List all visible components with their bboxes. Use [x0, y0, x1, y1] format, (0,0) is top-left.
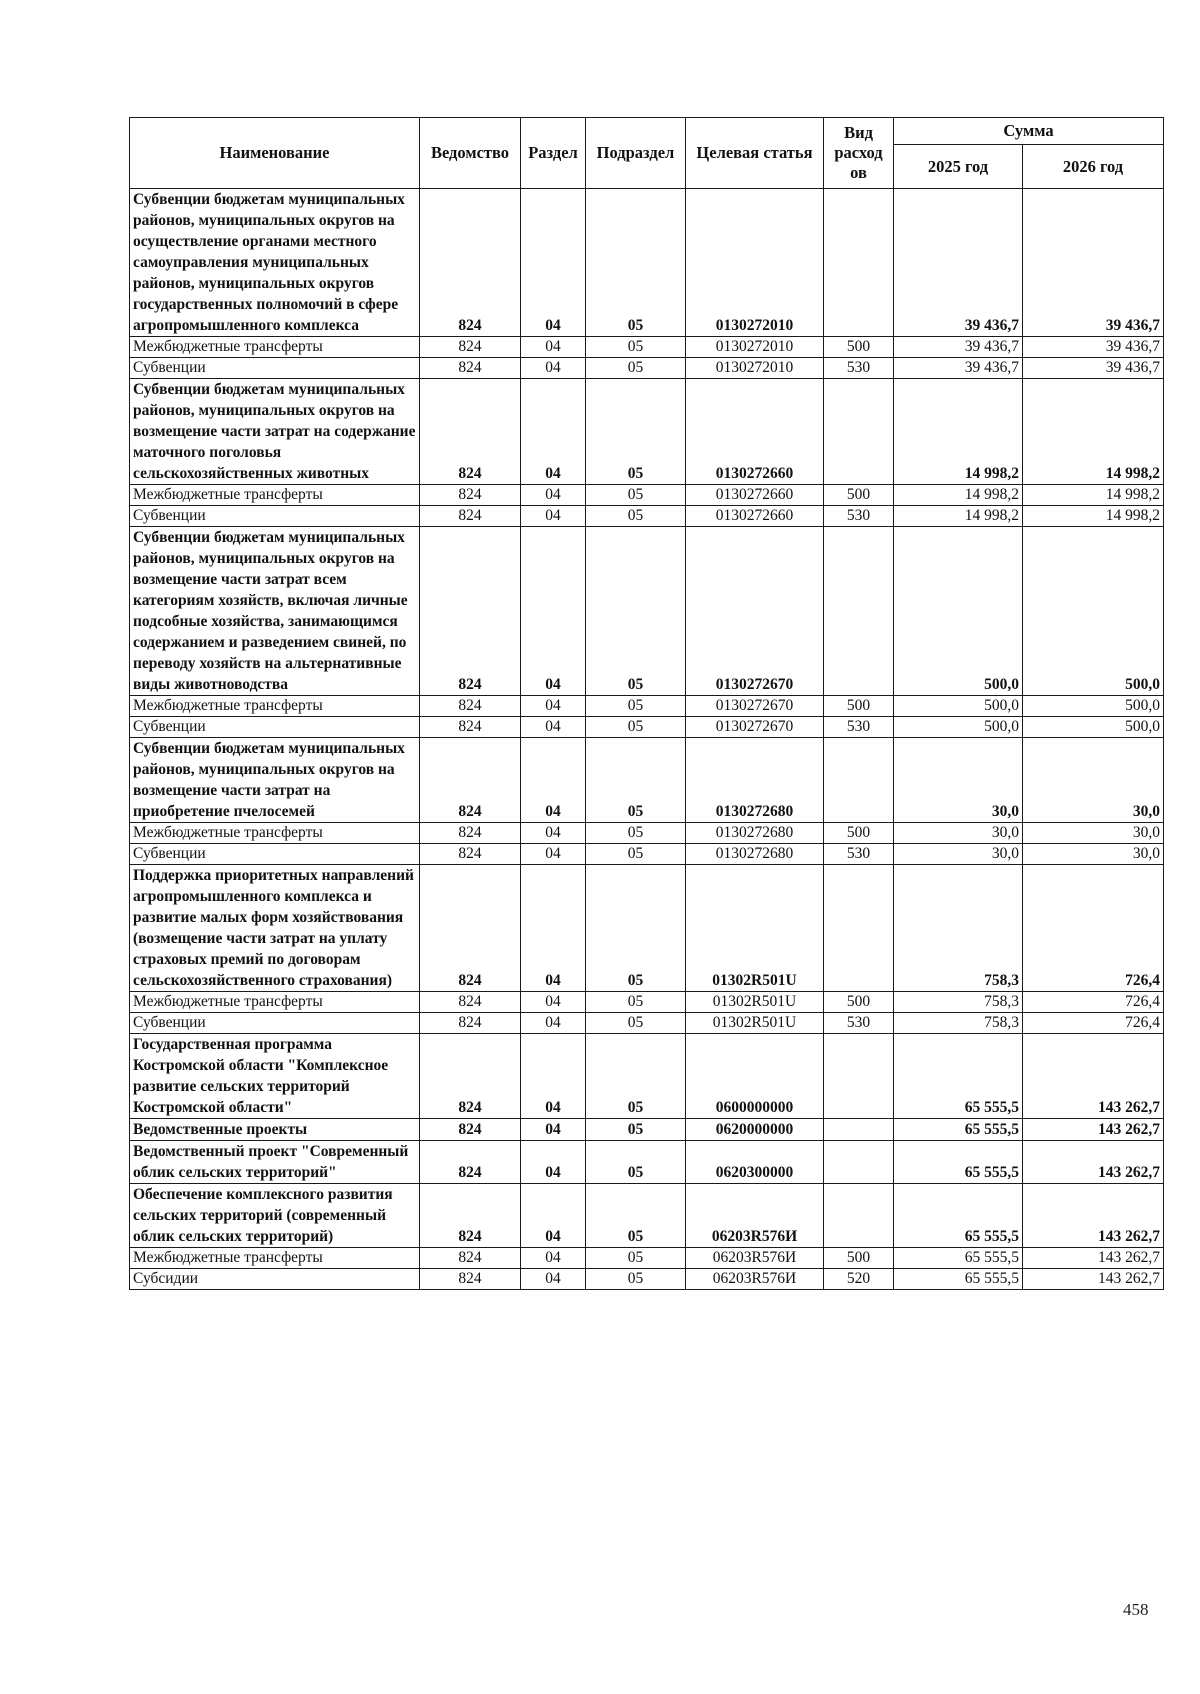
row-sum-2026: 143 262,7 — [1023, 1141, 1164, 1184]
row-section: 04 — [521, 823, 586, 844]
row-sum-2026: 30,0 — [1023, 844, 1164, 865]
header-target-article: Целевая статья — [686, 118, 824, 189]
row-subsection: 05 — [586, 189, 686, 337]
row-name: Межбюджетные трансферты — [130, 337, 420, 358]
header-year-2026: 2026 год — [1023, 145, 1164, 189]
row-sum-2026: 39 436,7 — [1023, 337, 1164, 358]
row-department: 824 — [420, 1119, 521, 1141]
row-sum-2025: 65 555,5 — [894, 1119, 1023, 1141]
row-sum-2026: 30,0 — [1023, 823, 1164, 844]
row-target-article: 06203R576И — [686, 1184, 824, 1248]
row-target-article: 0600000000 — [686, 1034, 824, 1119]
row-expense-type: 500 — [824, 823, 894, 844]
row-section: 04 — [521, 738, 586, 823]
row-department: 824 — [420, 1013, 521, 1034]
row-sum-2026: 143 262,7 — [1023, 1034, 1164, 1119]
row-target-article: 0130272660 — [686, 485, 824, 506]
table-row — [130, 696, 1164, 717]
row-sum-2026: 143 262,7 — [1023, 1119, 1164, 1141]
row-name: Субвенции — [130, 1013, 420, 1034]
row-target-article: 0130272660 — [686, 506, 824, 527]
row-sum-2026: 30,0 — [1023, 738, 1164, 823]
row-name: Межбюджетные трансферты — [130, 1248, 420, 1269]
table-row — [130, 1119, 1164, 1141]
row-sum-2026: 143 262,7 — [1023, 1269, 1164, 1290]
row-department: 824 — [420, 865, 521, 992]
table-row — [130, 738, 1164, 823]
row-subsection: 05 — [586, 506, 686, 527]
row-name: Субвенции бюджетам муниципальных районов, муниципальных округов на возмещение части затрат на приобретение пчелосемей — [130, 738, 420, 823]
header-department: Ведомство — [420, 118, 521, 189]
row-department: 824 — [420, 358, 521, 379]
row-subsection: 05 — [586, 485, 686, 506]
row-name: Межбюджетные трансферты — [130, 823, 420, 844]
row-sum-2025: 65 555,5 — [894, 1141, 1023, 1184]
row-sum-2025: 14 998,2 — [894, 485, 1023, 506]
row-target-article: 0130272670 — [686, 527, 824, 696]
row-subsection: 05 — [586, 865, 686, 992]
row-target-article: 01302R501U — [686, 992, 824, 1013]
header-sum: Сумма — [894, 118, 1164, 145]
row-expense-type — [824, 1184, 894, 1248]
row-section: 04 — [521, 1034, 586, 1119]
row-sum-2025: 758,3 — [894, 1013, 1023, 1034]
row-subsection: 05 — [586, 379, 686, 485]
table-row — [130, 358, 1164, 379]
table-row — [130, 1013, 1164, 1034]
header-subsection: Подраздел — [586, 118, 686, 189]
row-name: Государственная программа Костромской области "Комплексное развитие сельских территорий Костромской области" — [130, 1034, 420, 1119]
row-sum-2025: 39 436,7 — [894, 189, 1023, 337]
row-name: Обеспечение комплексного развития сельских территорий (современный облик сельских территорий) — [130, 1184, 420, 1248]
row-department: 824 — [420, 738, 521, 823]
row-expense-type: 530 — [824, 1013, 894, 1034]
row-target-article: 0130272010 — [686, 337, 824, 358]
row-name: Межбюджетные трансферты — [130, 992, 420, 1013]
row-department: 824 — [420, 1248, 521, 1269]
row-expense-type — [824, 1119, 894, 1141]
row-section: 04 — [521, 337, 586, 358]
row-section: 04 — [521, 865, 586, 992]
row-sum-2026: 726,4 — [1023, 865, 1164, 992]
table-row — [130, 379, 1164, 485]
row-section: 04 — [521, 696, 586, 717]
row-subsection: 05 — [586, 992, 686, 1013]
row-subsection: 05 — [586, 844, 686, 865]
row-target-article: 0130272670 — [686, 717, 824, 738]
row-sum-2025: 39 436,7 — [894, 337, 1023, 358]
row-target-article: 0130272660 — [686, 379, 824, 485]
row-subsection: 05 — [586, 1141, 686, 1184]
row-department: 824 — [420, 527, 521, 696]
row-target-article: 06203R576И — [686, 1248, 824, 1269]
row-department: 824 — [420, 1269, 521, 1290]
row-sum-2025: 500,0 — [894, 696, 1023, 717]
row-target-article: 0620000000 — [686, 1119, 824, 1141]
row-section: 04 — [521, 1013, 586, 1034]
row-name: Субвенции бюджетам муниципальных районов, муниципальных округов на возмещение части затрат на содержание маточного поголовья сельскохозяйственных животных — [130, 379, 420, 485]
row-name: Субвенции бюджетам муниципальных районов, муниципальных округов на осуществление органами местного самоуправления муниципальных районов, муниципальных округов государственных полномочий в сфере агропромышленного комплекса — [130, 189, 420, 337]
row-subsection: 05 — [586, 1248, 686, 1269]
row-section: 04 — [521, 358, 586, 379]
row-sum-2025: 65 555,5 — [894, 1269, 1023, 1290]
row-department: 824 — [420, 1141, 521, 1184]
table-row — [130, 485, 1164, 506]
row-expense-type: 500 — [824, 1248, 894, 1269]
row-expense-type: 530 — [824, 717, 894, 738]
row-name: Межбюджетные трансферты — [130, 696, 420, 717]
table-body — [130, 189, 1164, 1290]
row-subsection: 05 — [586, 696, 686, 717]
row-sum-2026: 726,4 — [1023, 1013, 1164, 1034]
row-section: 04 — [521, 1248, 586, 1269]
row-subsection: 05 — [586, 1013, 686, 1034]
table-row — [130, 189, 1164, 337]
row-section: 04 — [521, 1119, 586, 1141]
table-row — [130, 337, 1164, 358]
row-sum-2025: 500,0 — [894, 717, 1023, 738]
table-row — [130, 1034, 1164, 1119]
row-department: 824 — [420, 823, 521, 844]
row-expense-type — [824, 1034, 894, 1119]
row-department: 824 — [420, 1184, 521, 1248]
row-expense-type: 530 — [824, 506, 894, 527]
row-subsection: 05 — [586, 1034, 686, 1119]
row-target-article: 0130272680 — [686, 823, 824, 844]
row-target-article: 0130272010 — [686, 358, 824, 379]
row-expense-type — [824, 865, 894, 992]
row-expense-type — [824, 738, 894, 823]
table-row — [130, 1184, 1164, 1248]
row-sum-2025: 39 436,7 — [894, 358, 1023, 379]
row-sum-2025: 65 555,5 — [894, 1248, 1023, 1269]
row-name: Субвенции — [130, 506, 420, 527]
row-expense-type — [824, 1141, 894, 1184]
table-row — [130, 1141, 1164, 1184]
row-subsection: 05 — [586, 337, 686, 358]
row-section: 04 — [521, 379, 586, 485]
row-sum-2026: 14 998,2 — [1023, 379, 1164, 485]
row-subsection: 05 — [586, 823, 686, 844]
row-department: 824 — [420, 189, 521, 337]
row-expense-type: 500 — [824, 485, 894, 506]
row-sum-2025: 65 555,5 — [894, 1034, 1023, 1119]
row-sum-2026: 500,0 — [1023, 696, 1164, 717]
row-name: Поддержка приоритетных направлений агропромышленного комплекса и развитие малых форм хозяйствования (возмещение части затрат на уплату страховых премий по договорам сельскохозяйственного страхования) — [130, 865, 420, 992]
row-section: 04 — [521, 844, 586, 865]
row-name: Субсидии — [130, 1269, 420, 1290]
row-expense-type: 500 — [824, 696, 894, 717]
row-name: Субвенции — [130, 717, 420, 738]
row-sum-2025: 758,3 — [894, 992, 1023, 1013]
row-sum-2025: 65 555,5 — [894, 1184, 1023, 1248]
row-sum-2026: 14 998,2 — [1023, 506, 1164, 527]
row-sum-2026: 143 262,7 — [1023, 1248, 1164, 1269]
row-sum-2025: 30,0 — [894, 738, 1023, 823]
row-target-article: 06203R576И — [686, 1269, 824, 1290]
row-department: 824 — [420, 696, 521, 717]
header-name: Наименование — [130, 118, 420, 189]
row-subsection: 05 — [586, 717, 686, 738]
row-department: 824 — [420, 337, 521, 358]
row-sum-2025: 14 998,2 — [894, 506, 1023, 527]
budget-table — [129, 117, 1164, 1290]
row-expense-type — [824, 527, 894, 696]
row-section: 04 — [521, 992, 586, 1013]
row-department: 824 — [420, 844, 521, 865]
row-subsection: 05 — [586, 1269, 686, 1290]
row-name: Субвенции — [130, 358, 420, 379]
row-subsection: 05 — [586, 1119, 686, 1141]
table-row — [130, 844, 1164, 865]
row-name: Субвенции бюджетам муниципальных районов, муниципальных округов на возмещение части затрат всем категориям хозяйств, включая личные подсобные хозяйства, занимающимся содержанием и разведением свиней, по переводу хозяйств на альтернативные виды животноводства — [130, 527, 420, 696]
row-sum-2026: 39 436,7 — [1023, 358, 1164, 379]
table-row — [130, 1248, 1164, 1269]
row-target-article: 0130272670 — [686, 696, 824, 717]
table-row — [130, 717, 1164, 738]
table-row — [130, 823, 1164, 844]
row-name: Ведомственные проекты — [130, 1119, 420, 1141]
header-expense-type: Вид расход ов — [824, 118, 894, 189]
row-sum-2025: 14 998,2 — [894, 379, 1023, 485]
row-expense-type: 530 — [824, 844, 894, 865]
row-section: 04 — [521, 1184, 586, 1248]
row-section: 04 — [521, 1141, 586, 1184]
header-section: Раздел — [521, 118, 586, 189]
row-sum-2025: 758,3 — [894, 865, 1023, 992]
table-row — [130, 1269, 1164, 1290]
row-department: 824 — [420, 485, 521, 506]
row-section: 04 — [521, 1269, 586, 1290]
row-sum-2025: 500,0 — [894, 527, 1023, 696]
row-department: 824 — [420, 1034, 521, 1119]
row-target-article: 0130272010 — [686, 189, 824, 337]
row-sum-2026: 14 998,2 — [1023, 485, 1164, 506]
row-sum-2025: 30,0 — [894, 823, 1023, 844]
table-row — [130, 865, 1164, 992]
row-target-article: 0130272680 — [686, 738, 824, 823]
row-name: Ведомственный проект "Современный облик сельских территорий" — [130, 1141, 420, 1184]
row-sum-2026: 500,0 — [1023, 527, 1164, 696]
row-target-article: 0620300000 — [686, 1141, 824, 1184]
row-section: 04 — [521, 506, 586, 527]
row-expense-type: 500 — [824, 337, 894, 358]
row-target-article: 01302R501U — [686, 865, 824, 992]
row-subsection: 05 — [586, 738, 686, 823]
table-row — [130, 527, 1164, 696]
row-expense-type: 520 — [824, 1269, 894, 1290]
row-name: Субвенции — [130, 844, 420, 865]
row-subsection: 05 — [586, 1184, 686, 1248]
header-year-2025: 2025 год — [894, 145, 1023, 189]
row-expense-type: 530 — [824, 358, 894, 379]
page-number: 458 — [1123, 1600, 1149, 1619]
row-sum-2026: 143 262,7 — [1023, 1184, 1164, 1248]
row-expense-type: 500 — [824, 992, 894, 1013]
row-sum-2026: 39 436,7 — [1023, 189, 1164, 337]
row-sum-2026: 726,4 — [1023, 992, 1164, 1013]
row-sum-2026: 500,0 — [1023, 717, 1164, 738]
row-subsection: 05 — [586, 527, 686, 696]
row-sum-2025: 30,0 — [894, 844, 1023, 865]
row-expense-type — [824, 189, 894, 337]
row-target-article: 0130272680 — [686, 844, 824, 865]
table-row — [130, 992, 1164, 1013]
row-section: 04 — [521, 527, 586, 696]
row-expense-type — [824, 379, 894, 485]
row-section: 04 — [521, 189, 586, 337]
row-department: 824 — [420, 506, 521, 527]
row-section: 04 — [521, 485, 586, 506]
row-subsection: 05 — [586, 358, 686, 379]
row-department: 824 — [420, 717, 521, 738]
row-name: Межбюджетные трансферты — [130, 485, 420, 506]
row-department: 824 — [420, 379, 521, 485]
row-department: 824 — [420, 992, 521, 1013]
table-row — [130, 506, 1164, 527]
row-section: 04 — [521, 717, 586, 738]
row-target-article: 01302R501U — [686, 1013, 824, 1034]
